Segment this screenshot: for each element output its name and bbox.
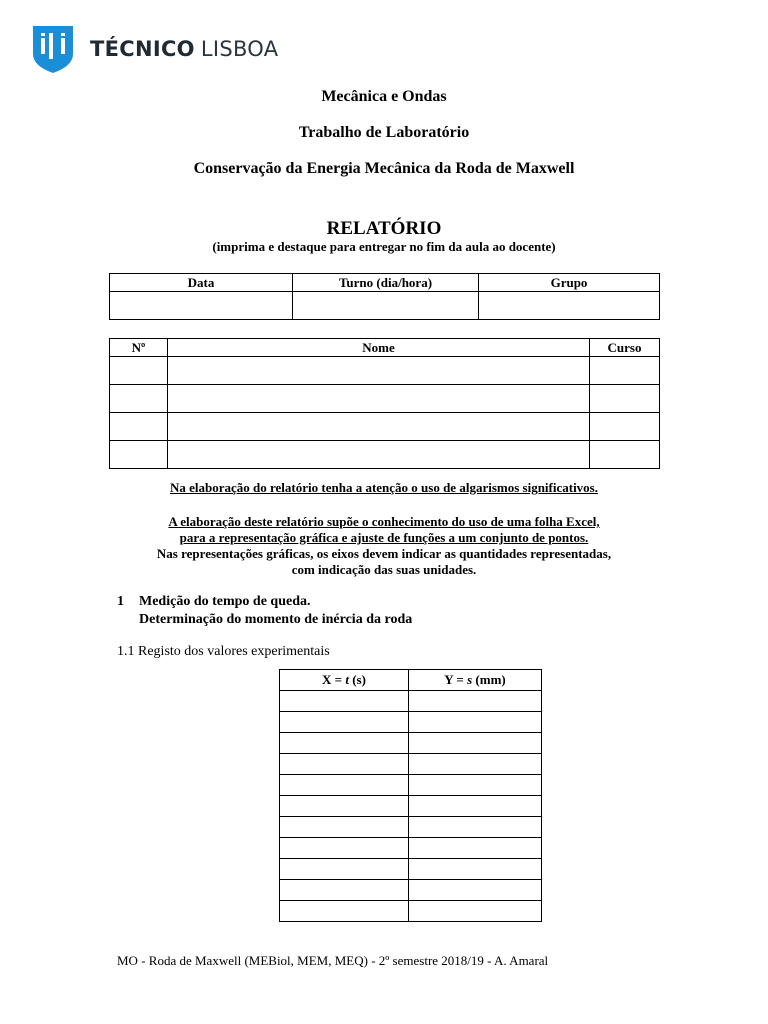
header-y bbox=[409, 670, 542, 691]
grupo-field[interactable] bbox=[479, 292, 660, 320]
header-course: Curso bbox=[590, 339, 660, 357]
page-footer: MO - Roda de Maxwell (MEBiol, MEM, MEQ) - 2º semestre 2018/19 - A. Amaral bbox=[117, 953, 549, 968]
x-cell[interactable] bbox=[280, 796, 409, 817]
number-cell[interactable] bbox=[110, 385, 168, 413]
table-row bbox=[280, 691, 542, 712]
course-cell[interactable] bbox=[590, 385, 660, 413]
y-cell[interactable] bbox=[409, 859, 542, 880]
work-title: Trabalho de Laboratório bbox=[298, 124, 470, 141]
x-cell[interactable] bbox=[280, 901, 409, 922]
y-cell[interactable] bbox=[409, 796, 542, 817]
name-cell[interactable] bbox=[168, 413, 590, 441]
table-row bbox=[110, 441, 660, 469]
logo-light-text: LISBOA bbox=[200, 37, 279, 61]
instruction-line: com indicação das suas unidades. bbox=[291, 562, 477, 577]
x-cell[interactable] bbox=[280, 817, 409, 838]
instruction-line: A elaboração deste relatório supõe o conhecimento do uso de uma folha Excel, bbox=[168, 514, 600, 529]
section-number: 1 bbox=[117, 594, 124, 609]
subsection-heading: 1.1 Registo dos valores experimentais bbox=[117, 644, 330, 659]
table-row bbox=[280, 796, 542, 817]
logo-wordmark bbox=[90, 37, 278, 61]
table-row bbox=[280, 838, 542, 859]
table-row bbox=[280, 859, 542, 880]
y-cell[interactable] bbox=[409, 775, 542, 796]
name-cell[interactable] bbox=[168, 441, 590, 469]
experiment-title: Conservação da Energia Mecânica da Roda de Maxwell bbox=[193, 160, 575, 177]
table-row bbox=[280, 733, 542, 754]
section-line2: Determinação do momento de inércia da roda bbox=[139, 612, 413, 627]
y-cell[interactable] bbox=[409, 754, 542, 775]
report-heading: RELATÓRIO bbox=[326, 218, 442, 239]
header-x-unit: (s) bbox=[348, 672, 366, 687]
x-cell[interactable] bbox=[280, 712, 409, 733]
header-number: Nº bbox=[110, 339, 168, 357]
course-cell[interactable] bbox=[590, 357, 660, 385]
shield-icon bbox=[30, 24, 76, 74]
header-x-pre: X = bbox=[322, 672, 346, 687]
table-row bbox=[280, 775, 542, 796]
number-cell[interactable] bbox=[110, 357, 168, 385]
x-cell[interactable] bbox=[280, 838, 409, 859]
name-cell[interactable] bbox=[168, 385, 590, 413]
x-cell[interactable] bbox=[280, 691, 409, 712]
table-row bbox=[110, 413, 660, 441]
report-note: (imprima e destaque para entregar no fim da aula ao docente) bbox=[212, 239, 556, 254]
table-row bbox=[280, 817, 542, 838]
header-x-var: t bbox=[345, 672, 349, 687]
y-cell[interactable] bbox=[409, 733, 542, 754]
table-row bbox=[280, 712, 542, 733]
number-cell[interactable] bbox=[110, 441, 168, 469]
name-cell[interactable] bbox=[168, 357, 590, 385]
section-heading bbox=[117, 593, 412, 629]
header-x bbox=[280, 670, 409, 691]
header-y-var: s bbox=[467, 672, 473, 687]
course-cell[interactable] bbox=[590, 441, 660, 469]
number-cell[interactable] bbox=[110, 413, 168, 441]
logo-bold-text: TÉCNICO bbox=[90, 37, 195, 61]
header-turno: Turno (dia/hora) bbox=[293, 274, 479, 292]
instruction-excel bbox=[0, 514, 768, 578]
instruction-significant-figures bbox=[0, 480, 768, 496]
institution-logo bbox=[30, 24, 278, 74]
y-cell[interactable] bbox=[409, 712, 542, 733]
section-line1: Medição do tempo de queda. bbox=[139, 594, 311, 609]
header-data: Data bbox=[110, 274, 293, 292]
course-title: Mecânica e Ondas bbox=[321, 88, 447, 105]
y-cell[interactable] bbox=[409, 691, 542, 712]
students-table bbox=[109, 338, 660, 469]
measurements-table bbox=[279, 669, 542, 922]
table-row bbox=[280, 901, 542, 922]
y-cell[interactable] bbox=[409, 817, 542, 838]
table-row bbox=[110, 385, 660, 413]
instruction-text: Na elaboração do relatório tenha a atenção o uso de algarismos significativos. bbox=[169, 480, 598, 495]
turno-field[interactable] bbox=[293, 292, 479, 320]
instruction-line: Nas representações gráficas, os eixos devem indicar as quantidades representadas, bbox=[156, 546, 612, 561]
x-cell[interactable] bbox=[280, 775, 409, 796]
y-cell[interactable] bbox=[409, 901, 542, 922]
y-cell[interactable] bbox=[409, 880, 542, 901]
data-field[interactable] bbox=[110, 292, 293, 320]
x-cell[interactable] bbox=[280, 754, 409, 775]
x-cell[interactable] bbox=[280, 733, 409, 754]
header-name: Nome bbox=[168, 339, 590, 357]
x-cell[interactable] bbox=[280, 859, 409, 880]
header-y-pre: Y = bbox=[444, 672, 468, 687]
header-y-unit: (mm) bbox=[472, 672, 506, 687]
course-cell[interactable] bbox=[590, 413, 660, 441]
table-row bbox=[110, 357, 660, 385]
y-cell[interactable] bbox=[409, 838, 542, 859]
x-cell[interactable] bbox=[280, 880, 409, 901]
header-grupo: Grupo bbox=[479, 274, 660, 292]
instruction-line: para a representação gráfica e ajuste de funções a um conjunto de pontos. bbox=[179, 530, 589, 545]
table-row bbox=[280, 880, 542, 901]
info-table bbox=[109, 273, 660, 320]
table-row bbox=[280, 754, 542, 775]
